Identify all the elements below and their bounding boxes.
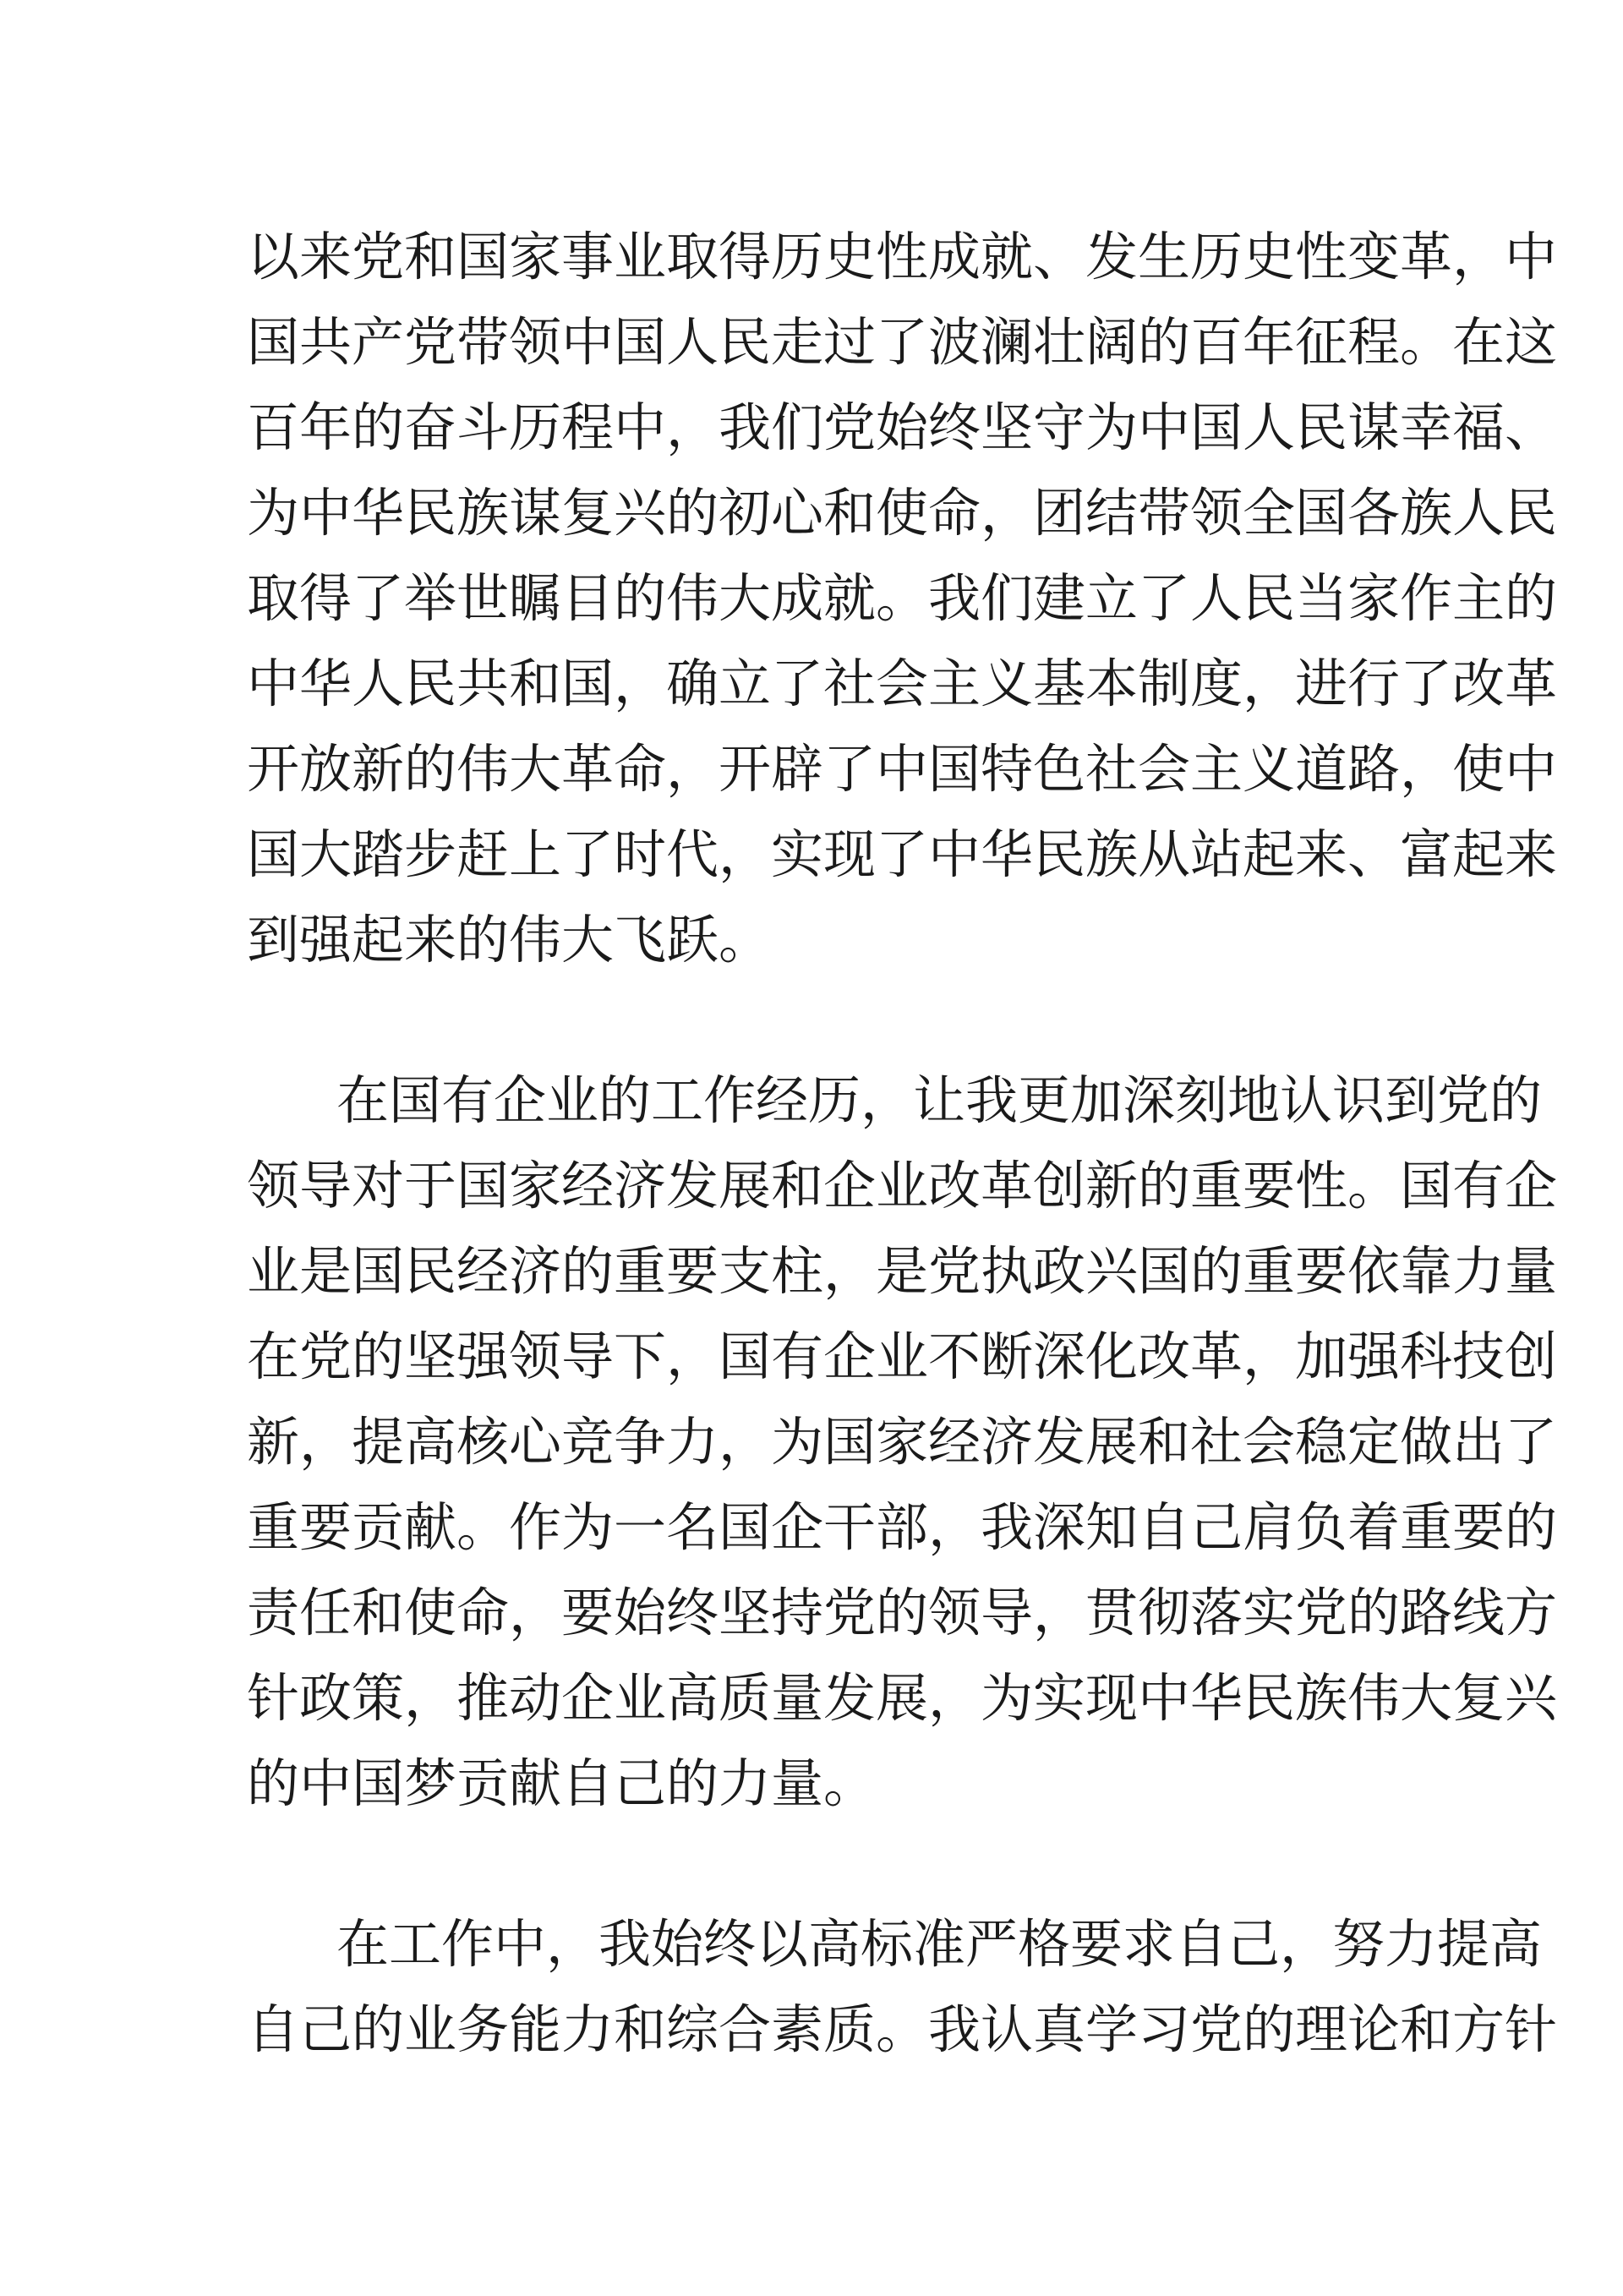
paragraph-3 <box>247 1901 1558 2072</box>
paragraph-line: 在党的坚强领导下，国有企业不断深化改革，加强科技创 <box>247 1326 1558 1387</box>
paragraph-line: 业是国民经济的重要支柱，是党执政兴国的重要依靠力量 <box>247 1240 1558 1302</box>
paragraph-line: 百年的奋斗历程中，我们党始终坚守为中国人民谋幸福、 <box>247 396 1558 458</box>
paragraph-line: 到强起来的伟大飞跃。 <box>247 909 772 970</box>
paragraph-line: 取得了举世瞩目的伟大成就。我们建立了人民当家作主的 <box>247 567 1558 629</box>
paragraph-line: 在工作中，我始终以高标准严格要求自己，努力提高 <box>336 1913 1543 1975</box>
paragraph-line: 针政策，推动企业高质量发展，为实现中华民族伟大复兴 <box>247 1667 1558 1729</box>
paragraph-line: 开放新的伟大革命，开辟了中国特色社会主义道路，使中 <box>247 738 1558 800</box>
paragraph-1 <box>247 214 1558 982</box>
paragraph-line: 以来党和国家事业取得历史性成就、发生历史性变革，中 <box>247 226 1558 287</box>
paragraph-2 <box>247 1058 1558 1826</box>
paragraph-line: 领导对于国家经济发展和企业改革创新的重要性。国有企 <box>247 1155 1558 1216</box>
paragraph-line: 责任和使命，要始终坚持党的领导，贯彻落实党的路线方 <box>247 1582 1558 1643</box>
paragraph-line: 国大踏步赶上了时代，实现了中华民族从站起来、富起来 <box>247 823 1558 885</box>
paragraph-line: 的中国梦贡献自己的力量。 <box>247 1752 877 1814</box>
paragraph-line: 国共产党带领中国人民走过了波澜壮阔的百年征程。在这 <box>247 311 1558 373</box>
paragraph-line: 新，提高核心竞争力，为国家经济发展和社会稳定做出了 <box>247 1411 1558 1473</box>
paragraph-line: 在国有企业的工作经历，让我更加深刻地认识到党的 <box>336 1069 1543 1131</box>
paragraph-line: 中华人民共和国，确立了社会主义基本制度，进行了改革 <box>247 653 1558 714</box>
paragraph-line: 重要贡献。作为一名国企干部，我深知自己肩负着重要的 <box>247 1496 1558 1558</box>
paragraph-line: 自己的业务能力和综合素质。我认真学习党的理论和方针 <box>247 1998 1558 2060</box>
paragraph-line: 为中华民族谋复兴的初心和使命，团结带领全国各族人民 <box>247 482 1558 544</box>
